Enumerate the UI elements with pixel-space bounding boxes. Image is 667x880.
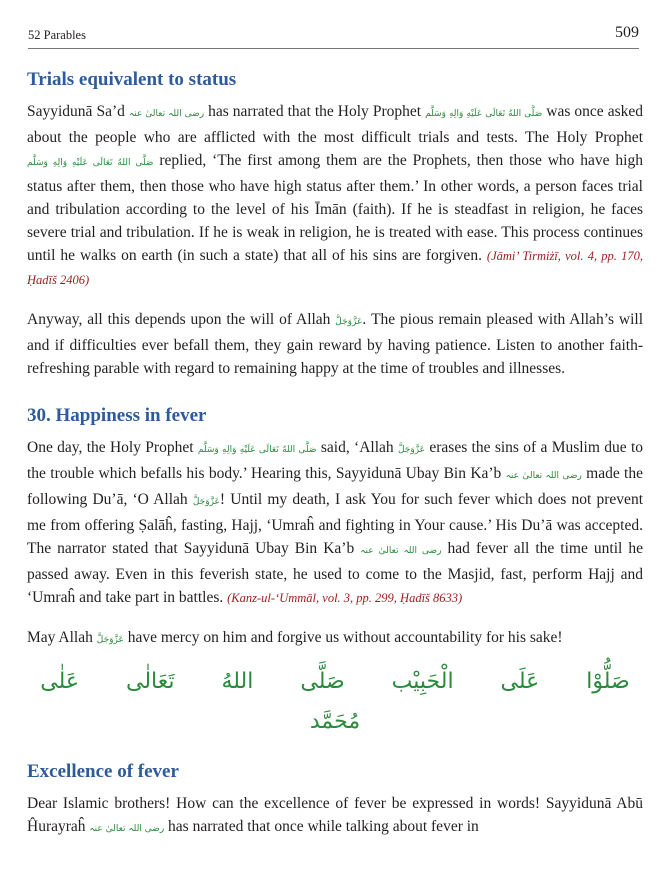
page-body (27, 68, 643, 841)
salutation-block (27, 662, 643, 742)
honorific-sallallahu: صَلَّى اللهُ تَعَالَى عَلَيْهِ وَالِهِ وَسَلَّم (27, 158, 154, 168)
page-number: 509 (615, 24, 639, 41)
paragraph-happiness (27, 436, 643, 610)
running-header (28, 22, 639, 49)
reference-citation: (Jāmi’ Tirmiżī, vol. 4, pp. 170, Ḥadīš 2406) (27, 249, 643, 287)
honorific-sallallahu: صَلَّى اللهُ تَعَالَى عَلَيْهِ وَالِهِ وَسَلَّم (197, 445, 317, 455)
honorific-azza-wa-jal: عَزَّوَجَلَّ (397, 445, 426, 455)
text-run: replied, ‘The first among them are the Prophets, then those who have high status after them, then those who have high status after them.’ In other words, a person faces trial and tribulation according to the level of his Īmān (faith). If he is steadfast in religion, he faces severe trial and tribulation. If he is weak in religion, he is treated with ease. This process continues until he walks on earth (in such a state) that all of his sins are forgiven. (27, 152, 643, 264)
honorific-radiyallahu: رضی اللہ تعالیٰ عنہ (128, 109, 205, 119)
section-heading-trials: Trials equivalent to status (27, 69, 237, 90)
honorific-azza-wa-jal: عَزَّوَجَلَّ (192, 497, 220, 507)
honorific-radiyallahu: رضی اللہ تعالیٰ عنہ (89, 824, 165, 834)
paragraph-excellence (27, 792, 643, 841)
book-title: 52 Parables (28, 28, 86, 42)
honorific-azza-wa-jal: عَزَّوَجَلَّ (96, 635, 124, 645)
text-run: have mercy on him and forgive us without accountability for his sake! (123, 629, 563, 646)
honorific-radiyallahu: رضی اللہ تعالیٰ عنہ (505, 471, 582, 481)
section-heading-excellence-of-fever: Excellence of fever (27, 761, 179, 782)
section-heading-happiness-in-fever: 30. Happiness in fever (27, 405, 207, 426)
honorific-azza-wa-jal: عَزَّوَجَلَّ (335, 317, 363, 327)
text-run: May Allah (27, 629, 97, 646)
text-run: Dear Islamic brothers! How can the excellence of fever be expressed in words! Sayyidunā Abū Ĥurayraĥ (27, 795, 643, 835)
text-run: One day, the Holy Prophet (27, 439, 198, 456)
paragraph-anyway (27, 308, 643, 380)
paragraph-may-allah (27, 626, 643, 652)
paragraph-trials (27, 100, 643, 292)
text-run: erases the sins of a Muslim due to the trouble which befalls his body.’ Hearing this, Sayyidunā Ubay Bin Ka’b (27, 439, 644, 482)
text-run: . The pious remain pleased with Allah’s will and if difficulties ever befall them, they gain reward by having patience. Listen to another faith-refreshing parable with regard to remaining happy at the time of troubles and illnesses. (27, 311, 643, 377)
text-run: ! Until my death, I ask You for such fever which does not prevent me from offering Ṣalāĥ, fasting, Hajj, ‘Umraĥ and fighting in Your cause.’ His Du’ā was accepted. The narrator stated that Sayyidunā Ubay Bin Ka’b (27, 491, 643, 557)
text-run: was once asked about the people who are afflicted with the most difficult trials and tests. The Holy Prophet (27, 103, 644, 146)
text-run: has narrated that once while talking about fever in (164, 818, 479, 835)
honorific-sallallahu: صَلَّى اللهُ تَعَالَى عَلَيْهِ وَالِهِ وَسَلَّم (425, 109, 543, 119)
reference-citation: (Kanz-ul-‘Ummāl, vol. 3, pp. 299, Ḥadīš 8633) (227, 591, 463, 605)
honorific-radiyallahu: رضی اللہ تعالیٰ عنہ (360, 546, 442, 556)
text-run: had fever all the time until he passed away. Even in this feverish state, he used to come to the Masjid, fast, perform Hajj and ‘Umraĥ and take part in battles. (27, 540, 643, 606)
text-run: said, ‘Allah (316, 439, 398, 456)
text-run: Anyway, all this depends upon the will of Allah (27, 311, 336, 328)
text-run: made the following Du’ā, ‘O Allah (27, 465, 643, 508)
text-run: has narrated that the Holy Prophet (204, 103, 426, 120)
arabic-salutation: صَلُّوْا عَلَى الْحَبِيْب صَلَّى اللهُ تَعَالٰى عَلٰى مُحَمَّد (40, 669, 630, 734)
text-run: Sayyidunā Sa’d (27, 103, 129, 120)
